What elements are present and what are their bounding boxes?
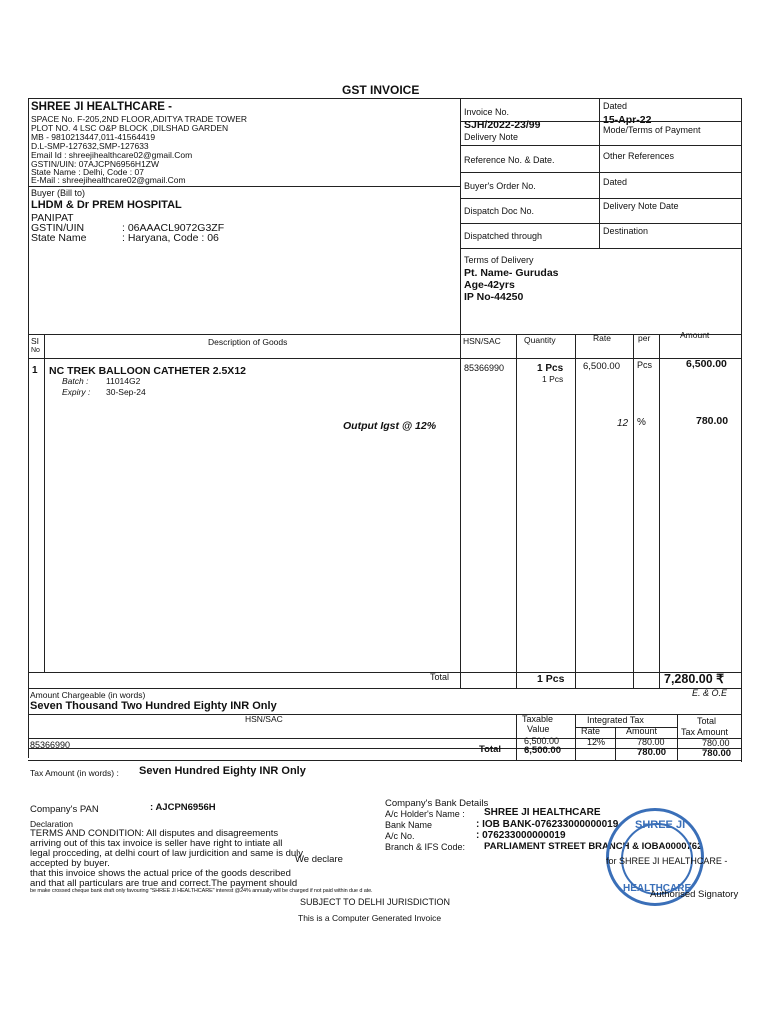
holder-value: SHREE JI HEALTHCARE (484, 807, 601, 818)
item-rate: 6,500.00 (583, 361, 620, 372)
dated-label: Dated (603, 101, 628, 111)
eoe-label: E. & O.E (692, 688, 728, 698)
pan-value: : AJCPN6956H (150, 802, 216, 813)
tax-total-total: 780.00 (702, 748, 732, 759)
tax-rate: 12% (587, 737, 606, 747)
invoice-date: 15-Apr-22 (603, 114, 652, 126)
item-quantity-sub: 1 Pcs (542, 374, 564, 384)
we-declare: We declare (295, 854, 343, 865)
col-header-si: SI (31, 336, 40, 346)
amount-words-label: Amount Chargeable (in words) (30, 690, 146, 700)
tax-col-amount: Amount (626, 726, 658, 736)
seller-name: SHREE JI HEALTHCARE - (31, 101, 172, 113)
item-hsn: 85366990 (464, 363, 505, 373)
for-company: for SHREE JI HEALTHCARE - (606, 856, 728, 866)
seller-address-line: E-Mail : shreejihealthcare02@gmail.Com (31, 175, 186, 185)
terms-delivery-label: Terms of Delivery (464, 255, 534, 265)
mode-terms-label: Mode/Terms of Payment (603, 125, 701, 135)
page-title: GST INVOICE (342, 83, 420, 97)
tax-taxable: 6,500.00 (524, 736, 560, 746)
tax-hsn: 85366990 (30, 740, 71, 750)
seller-address-line: MB - 9810213447,011-41564419 (31, 132, 156, 142)
tax-amount: 780.00 (637, 737, 665, 747)
terms-line: legal procceding, at delhi court of law jurdicition and same is duly (30, 848, 304, 859)
col-header-rate: Rate (593, 333, 611, 343)
col-header-description: Description of Goods (208, 337, 288, 347)
dated2-label: Dated (603, 177, 628, 187)
item-si: 1 (32, 365, 38, 376)
invoice-no-label: Invoice No. (464, 107, 510, 117)
tax-row-amount: 780.00 (696, 415, 729, 427)
tax-row-rate: 12 (617, 418, 629, 429)
tax-words-label: Tax Amount (in words) : (30, 768, 119, 778)
seller-address-line: PLOT NO. 4 LSC O&P BLOCK ,DILSHAD GARDEN (31, 123, 229, 133)
total-amount: 7,280.00 ₹ (664, 672, 725, 686)
seller-address-line: D.L-SMP-127632,SMP-127633 (31, 141, 149, 151)
dispatch-doc-label: Dispatch Doc No. (464, 206, 535, 216)
holder-label: A/c Holder's Name : (385, 809, 465, 819)
total-quantity: 1 Pcs (537, 673, 565, 685)
batch-value: 11014G2 (106, 376, 141, 386)
seal-bottom-text: HEALTHCARE (623, 883, 692, 894)
computer-generated-note: This is a Computer Generated Invoice (298, 913, 442, 923)
invoice-no: SJH/2022-23/99 (464, 119, 541, 131)
amount-words: Seven Thousand Two Hundred Eighty INR Only (30, 700, 277, 712)
tax-total-taxable: 6,500.00 (524, 745, 561, 756)
buyer-label: Buyer (Bill to) (31, 188, 86, 198)
buyers-order-label: Buyer's Order No. (464, 181, 536, 191)
jurisdiction-note: SUBJECT TO DELHI JURISDICTION (300, 897, 451, 907)
item-quantity: 1 Pcs (537, 363, 564, 374)
other-references-label: Other References (603, 151, 675, 161)
seller-address-line: SPACE No. F-205,2ND FLOOR,ADITYA TRADE TOWER (31, 114, 248, 124)
tax-col-total-2: Tax Amount (681, 727, 729, 737)
terms-line: that this invoice shows the actual price of the goods described (30, 868, 291, 879)
reference-label: Reference No. & Date. (464, 155, 555, 165)
item-name: NC TREK BALLOON CATHETER 2.5X12 (49, 365, 246, 377)
expiry-label: Expiry : (62, 387, 91, 397)
item-per: Pcs (637, 360, 653, 370)
authorised-signatory: Authorised Signatory (650, 889, 739, 900)
tax-row-per: % (637, 417, 646, 428)
fine-print: be make crossed cheque bank draft only favouring "SHREE JI HEALTHCARE" interest @24% annually will be charged if not paid within due d ate. (30, 888, 373, 894)
terms-line: TERMS AND CONDITION: All disputes and disagreements (30, 828, 279, 839)
tax-col-rate: Rate (581, 726, 601, 736)
col-header-no: No (31, 347, 40, 354)
total-label: Total (430, 672, 450, 682)
declaration-label: Declaration (30, 819, 73, 829)
pan-label: Company's PAN (30, 804, 99, 815)
bank-details-title: Company's Bank Details (385, 798, 489, 809)
expiry-value: 30-Sep-24 (106, 387, 146, 397)
delivery-note-date-label: Delivery Note Date (603, 201, 679, 211)
col-header-hsn: HSN/SAC (463, 336, 501, 346)
patient-age: Age-42yrs (464, 279, 515, 291)
branch-value: PARLIAMENT STREET BRANCH & IOBA0000762 (484, 841, 703, 852)
seller-address-line: GSTIN/UIN: 07AJCPN6956H1ZW (31, 159, 160, 169)
seller-address-line: Email Id : shreejihealthcare02@gmail.Com (31, 150, 193, 160)
item-amount: 6,500.00 (686, 358, 727, 370)
terms-line: accepted by buyer. (30, 858, 110, 869)
buyer-state-label: State Name (31, 232, 87, 244)
tax-total-label: Total (479, 744, 501, 755)
terms-line: arriving out of this tax invoice is seller have right to intiate all (30, 838, 283, 849)
branch-label: Branch & IFS Code: (385, 842, 466, 852)
terms-line: and that all particulars are true and correct.The payment should (30, 878, 298, 889)
buyer-city: PANIPAT (31, 212, 74, 224)
col-header-per: per (638, 333, 651, 343)
tax-col-hsn: HSN/SAC (245, 714, 283, 724)
acno-label: A/c No. (385, 831, 415, 841)
buyer-gstin-label: GSTIN/UIN (31, 222, 85, 234)
tax-row-label: Output Igst @ 12% (343, 420, 437, 432)
tax-words: Seven Hundred Eighty INR Only (139, 765, 306, 777)
bank-label: Bank Name (385, 820, 433, 830)
col-header-quantity: Quantity (524, 335, 556, 345)
tax-col-taxable-1: Taxable (522, 714, 554, 724)
tax-col-integrated: Integrated Tax (587, 715, 644, 725)
tax-total: 780.00 (702, 738, 730, 748)
col-header-amount: Amount (680, 330, 710, 340)
buyer-gstin-value: : 06AAACL9072G3ZF (122, 222, 225, 234)
bank-value: : IOB BANK-076233000000019 (476, 819, 619, 830)
ip-number: IP No-44250 (464, 291, 524, 303)
tax-total-amount: 780.00 (637, 747, 667, 758)
buyer-state-value: : Haryana, Code : 06 (122, 232, 219, 244)
acno-value: : 076233000000019 (476, 830, 566, 841)
batch-label: Batch : (62, 376, 89, 386)
destination-label: Destination (603, 226, 649, 236)
seal-top-text: SHREE JI (635, 819, 686, 831)
delivery-note-label: Delivery Note (464, 132, 519, 142)
tax-col-taxable-2: Value (527, 724, 550, 734)
patient-name: Pt. Name- Gurudas (464, 267, 559, 279)
seller-address-line: State Name : Delhi, Code : 07 (31, 167, 144, 177)
buyer-name: LHDM & Dr PREM HOSPITAL (31, 199, 182, 211)
dispatched-through-label: Dispatched through (464, 231, 543, 241)
tax-col-total-1: Total (697, 716, 717, 726)
